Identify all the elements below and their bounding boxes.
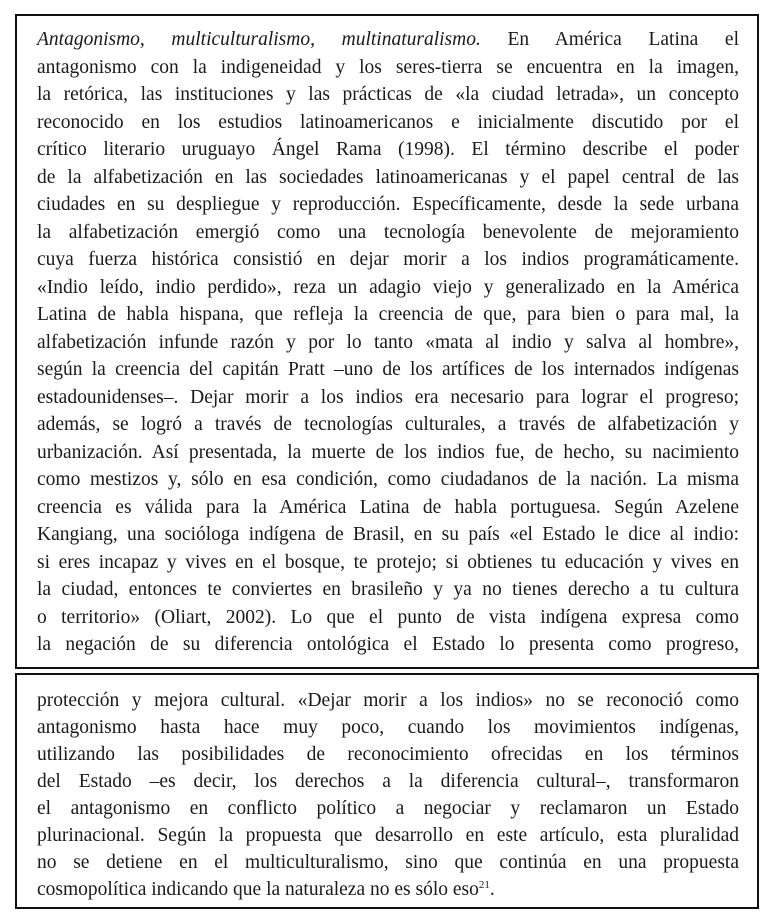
text-line: o territorio» (Oliart, 2002). Lo que el punto de vista indígena expresa como <box>37 606 739 628</box>
text-excerpt-box-top <box>15 14 759 669</box>
text-line: estadounidenses–. Dejar morir a los indios era necesario para lograr el progreso; <box>37 386 739 408</box>
text-line: utilizando las posibilidades de reconocimiento ofrecidas en los términos <box>37 744 739 765</box>
text-line <box>37 877 739 903</box>
text-line: Latina de habla hispana, que refleja la creencia de que, para bien o para mal, la <box>37 304 739 325</box>
text-line: cuya fuerza histórica consistió en dejar morir a los indios programáticamente. <box>37 249 739 270</box>
text-line: reconocido en los estudios latinoamericanos e inicialmente discutido por el <box>37 111 739 133</box>
text-line <box>37 27 739 53</box>
text-line: urbanización. Así presentada, la muerte de los indios fue, de hecho, su nacimiento <box>37 441 739 463</box>
text-line: antagonismo con la indigeneidad y los seres-tierra se encuentra en la imagen, <box>37 56 739 78</box>
text-line: según la creencia del capitán Pratt –uno de los artífices de los internados indígenas <box>37 359 739 380</box>
text-line: protección y mejora cultural. «Dejar morir a los indios» no se reconoció como <box>37 690 739 711</box>
text-line: la retórica, las instituciones y las prácticas de «la ciudad letrada», un concepto <box>37 84 739 105</box>
text-excerpt-box-bottom <box>15 673 759 909</box>
text-line: plurinacional. Según la propuesta que desarrollo en este artículo, esta pluralidad <box>37 825 739 846</box>
text-line: Kangiang, una socióloga indígena de Brasil, en su país «el Estado le dice al indio: <box>37 524 739 545</box>
text-line: el antagonismo en conflicto político a negociar y reclamaron un Estado <box>37 798 739 819</box>
text-line: no se detiene en el multiculturalismo, sino que continúa en una propuesta <box>37 852 739 873</box>
section-heading-italic: Antagonismo, multiculturalismo, multinaturalismo. <box>37 29 481 50</box>
text-line: la negación de su diferencia ontológica el Estado lo presenta como progreso, <box>37 634 739 655</box>
text-span: . <box>489 879 495 900</box>
text-line: del Estado –es decir, los derechos a la diferencia cultural–, transformaron <box>37 771 739 792</box>
text-line: la ciudad, entonces te conviertes en brasileño y ya no tienes derecho a tu cultura <box>37 579 739 600</box>
text-line: crítico literario uruguayo Ángel Rama (1998). El término describe el poder <box>37 139 739 160</box>
text-line: si eres incapaz y vives en el bosque, te protejo; si obtienes tu educación y vives en <box>37 551 739 573</box>
text-span: En América Latina el <box>480 29 739 50</box>
text-line: ciudades en su despliegue y reproducción. Específicamente, desde la sede urbana <box>37 194 739 215</box>
text-line: creencia es válida para la América Latina de habla portuguesa. Según Azelene <box>37 496 739 518</box>
footnote-marker: 21 <box>478 879 490 891</box>
text-line: la alfabetización emergió como una tecnología benevolente de mejoramiento <box>37 221 739 243</box>
text-line: antagonismo hasta hace muy poco, cuando los movimientos indígenas, <box>37 717 739 738</box>
text-line: además, se logró a través de tecnologías culturales, a través de alfabetización y <box>37 414 739 435</box>
text-line: como mestizos y, sólo en esa condición, como ciudadanos de la nación. La misma <box>37 469 739 490</box>
text-line: de la alfabetización en las sociedades latinoamericanas y el papel central de las <box>37 166 739 188</box>
text-span: cosmopolítica indicando que la naturaleza no es sólo eso <box>37 879 479 900</box>
text-line: «Indio leído, indio perdido», reza un adagio viejo y generalizado en la América <box>37 276 739 298</box>
text-line: alfabetización infunde razón y por lo tanto «mata al indio y salva al hombre», <box>37 331 739 353</box>
